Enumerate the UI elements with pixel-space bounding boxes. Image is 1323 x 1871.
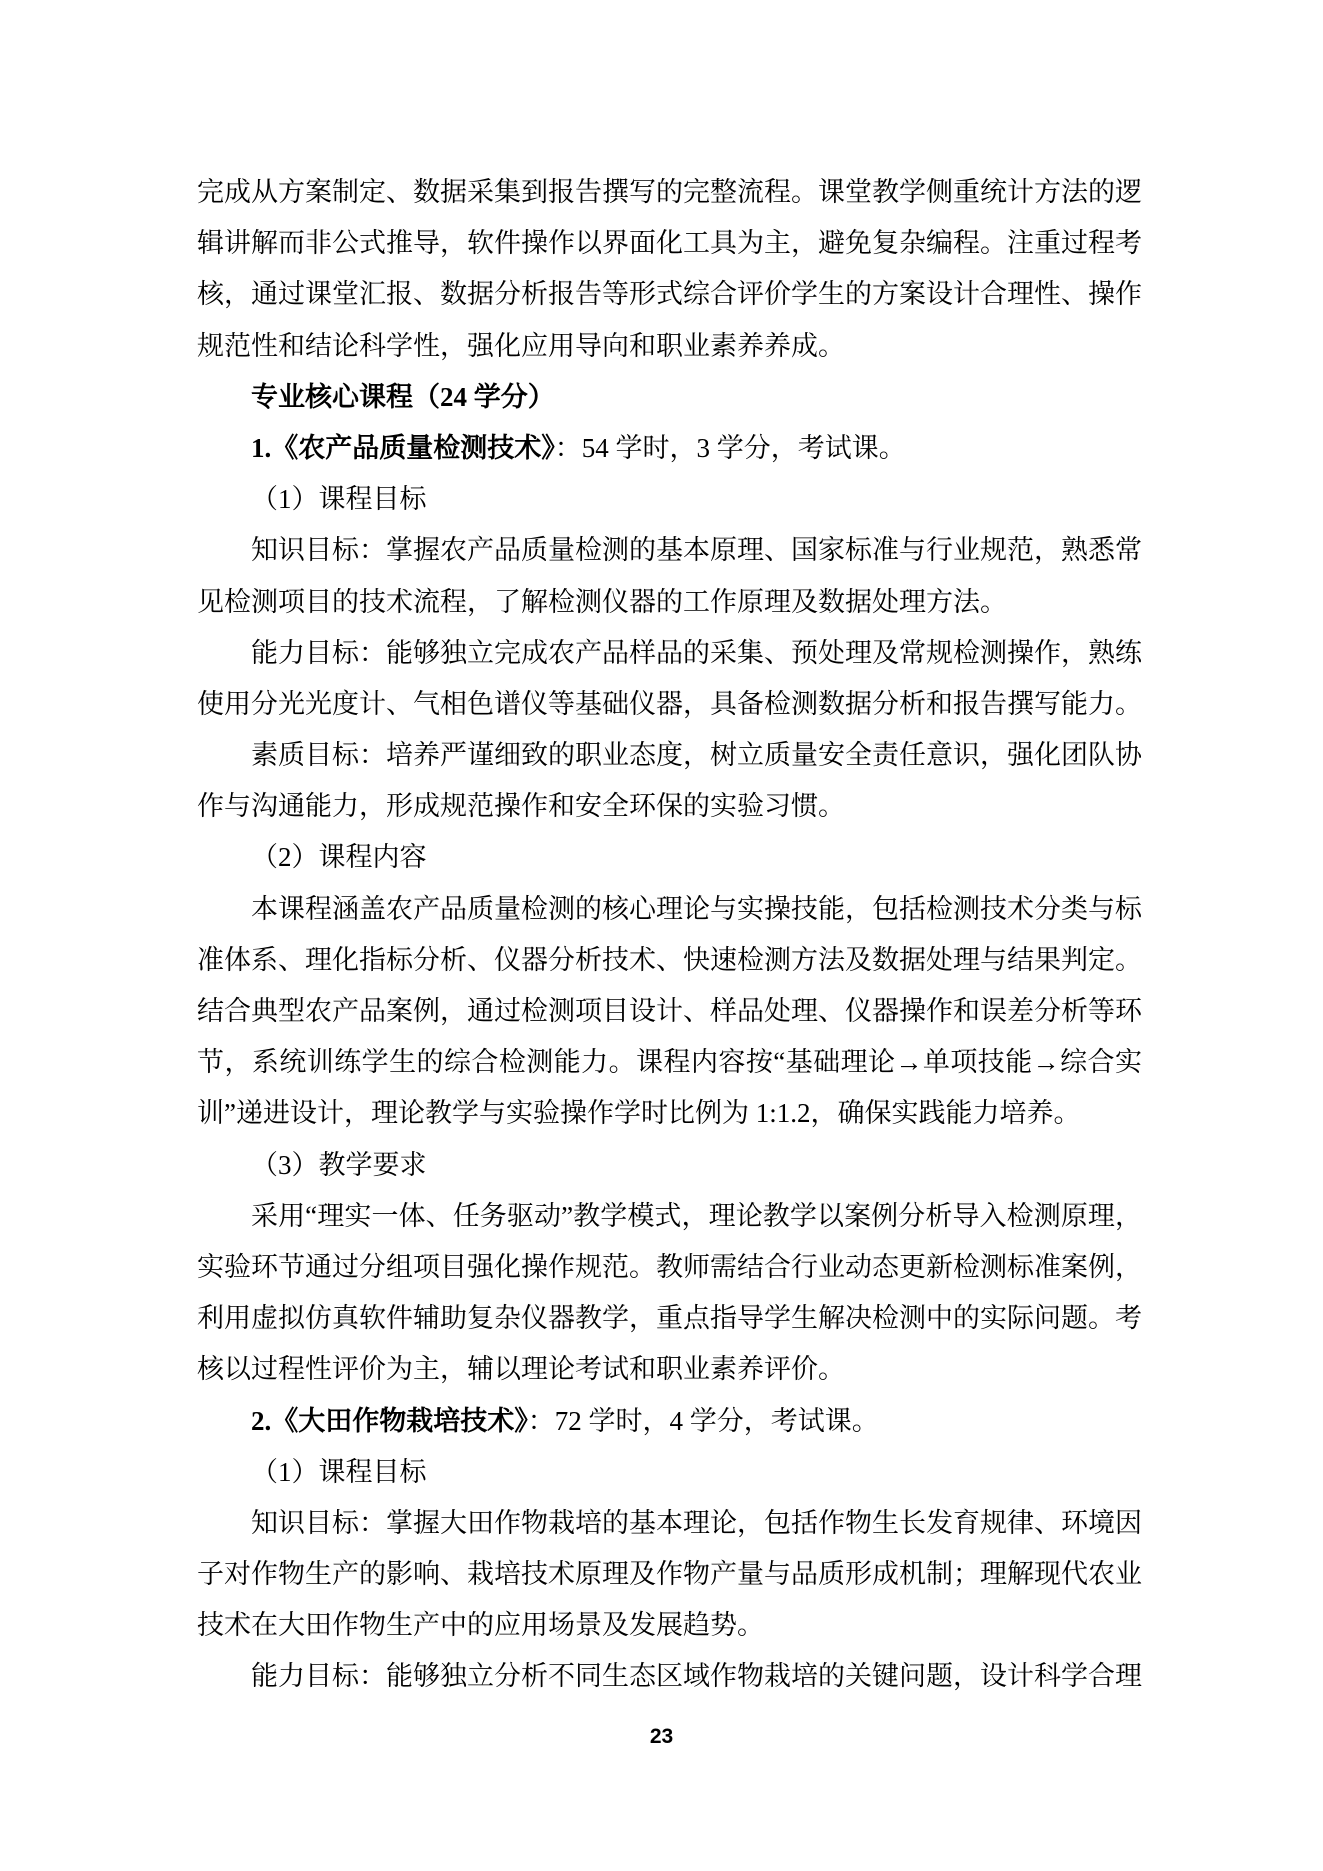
paragraph-line: 利用虚拟仿真软件辅助复杂仪器教学，重点指导学生解决检测中的实际问题。考 xyxy=(197,1303,1142,1334)
course-title: 1.《农产品质量检测技术》 xyxy=(251,432,555,463)
course-title-detail: ：54 学时，3 学分，考试课。 xyxy=(554,432,906,463)
paragraph-line: 采用“理实一体、任务驱动”教学模式，理论教学以案例分析导入检测原理， xyxy=(251,1200,1142,1231)
paragraph-line: 节，系统训练学生的综合检测能力。课程内容按“基础理论→单项技能→综合实 xyxy=(197,1047,1142,1078)
paragraph-line: 实验环节通过分组项目强化操作规范。教师需结合行业动态更新检测标准案例， xyxy=(197,1251,1142,1282)
paragraph-line: 本课程涵盖农产品质量检测的核心理论与实操技能，包括检测技术分类与标 xyxy=(251,893,1142,924)
course-title: 2.《大田作物栽培技术》 xyxy=(251,1405,528,1436)
paragraph-line: 知识目标：掌握农产品质量检测的基本原理、国家标准与行业规范，熟悉常 xyxy=(251,535,1142,566)
paragraph-line: 技术在大田作物生产中的应用场景及发展趋势。 xyxy=(197,1610,764,1641)
document-body xyxy=(197,167,1142,1703)
paragraph-line: 能力目标：能够独立分析不同生态区域作物栽培的关键问题，设计科学合理 xyxy=(251,1661,1142,1692)
course-title-line xyxy=(197,423,1142,474)
subsection-heading: （1）课程目标 xyxy=(251,484,427,515)
paragraph-line: 子对作物生产的影响、栽培技术原理及作物产量与品质形成机制；理解现代农业 xyxy=(197,1559,1142,1590)
paragraph-line: 训”递进设计，理论教学与实验操作学时比例为 1:1.2，确保实践能力培养。 xyxy=(197,1098,1081,1129)
paragraph-line: 能力目标：能够独立完成农产品样品的采集、预处理及常规检测操作，熟练 xyxy=(251,637,1142,668)
paragraph-line: 完成从方案制定、数据采集到报告撰写的完整流程。课堂教学侧重统计方法的逻 xyxy=(197,177,1142,207)
paragraph-line: 使用分光光度计、气相色谱仪等基础仪器，具备检测数据分析和报告撰写能力。 xyxy=(197,688,1142,719)
paragraph-line: 核以过程性评价为主，辅以理论考试和职业素养评价。 xyxy=(197,1354,845,1385)
paragraph-line: 见检测项目的技术流程，了解检测仪器的工作原理及数据处理方法。 xyxy=(197,586,1007,617)
paragraph-line: 素质目标：培养严谨细致的职业态度，树立质量安全责任意识，强化团队协 xyxy=(251,740,1142,771)
paragraph-line: 准体系、理化指标分析、仪器分析技术、快速检测方法及数据处理与结果判定。 xyxy=(197,944,1142,975)
subsection-heading: （2）课程内容 xyxy=(251,842,427,873)
paragraph-line: 作与沟通能力，形成规范操作和安全环保的实验习惯。 xyxy=(197,791,845,822)
subsection-heading: （3）教学要求 xyxy=(251,1149,427,1180)
paragraph-line: 核，通过课堂汇报、数据分析报告等形式综合评价学生的方案设计合理性、操作 xyxy=(197,279,1142,310)
paragraph-line: 知识目标：掌握大田作物栽培的基本理论，包括作物生长发育规律、环境因 xyxy=(251,1507,1142,1538)
course-title-detail: ：72 学时，4 学分，考试课。 xyxy=(527,1405,879,1436)
course-title-line xyxy=(197,1396,1142,1447)
paragraph-line: 辑讲解而非公式推导，软件操作以界面化工具为主，避免复杂编程。注重过程考 xyxy=(197,228,1142,259)
paragraph-line: 规范性和结论科学性，强化应用导向和职业素养养成。 xyxy=(197,330,845,361)
page-number: 23 xyxy=(649,1725,674,1748)
subsection-heading: （1）课程目标 xyxy=(251,1456,427,1487)
section-heading: 专业核心课程（24 学分） xyxy=(251,381,555,412)
paragraph-line: 结合典型农产品案例，通过检测项目设计、样品处理、仪器操作和误差分析等环 xyxy=(197,996,1142,1026)
